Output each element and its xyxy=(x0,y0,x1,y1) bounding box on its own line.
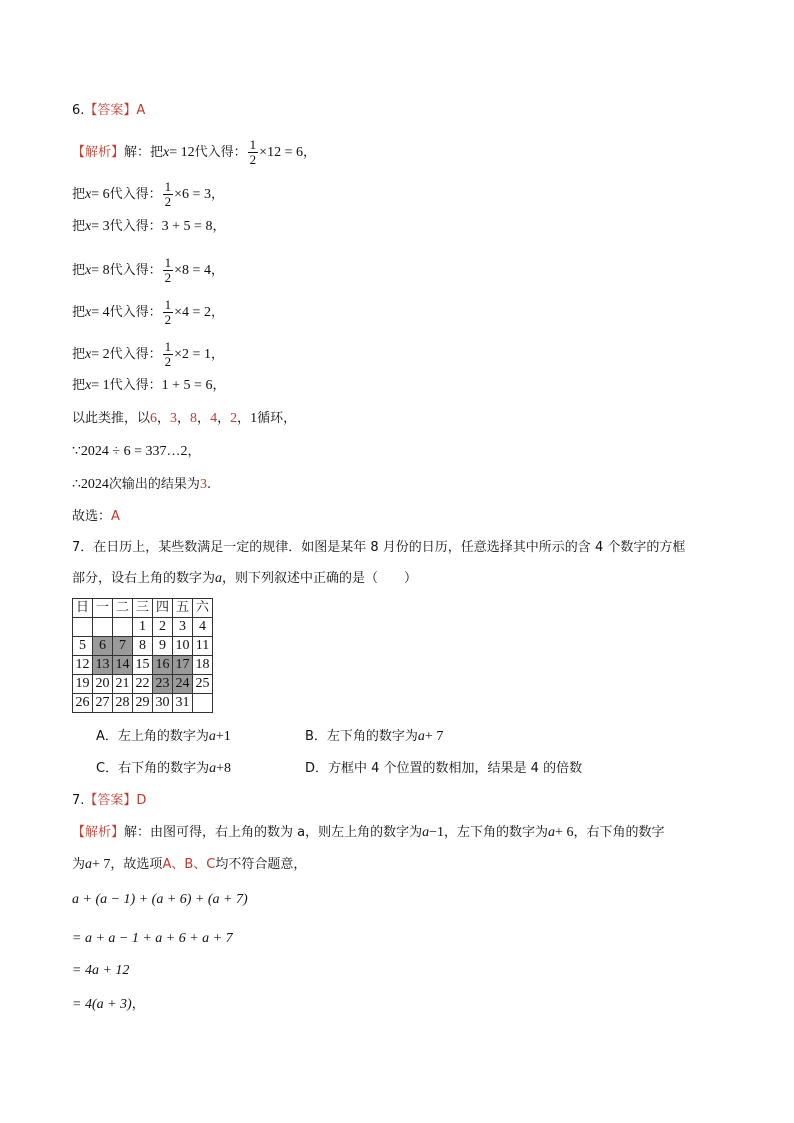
cycle-number: 1 xyxy=(250,411,258,426)
calendar-week-row xyxy=(73,694,213,713)
text: 把 xyxy=(72,347,86,362)
text: 解：由图可得，右上角的数为 a，则左上角的数字为 xyxy=(124,825,423,840)
answer-tag: 【答案】 xyxy=(84,793,137,808)
option-text: C．右下角的数字为 xyxy=(96,761,210,776)
q6-division-line xyxy=(72,443,201,461)
q6-number: 6. xyxy=(72,103,85,118)
calendar-day: 17 xyxy=(173,656,193,675)
calendar-day: 5 xyxy=(73,637,93,656)
text: 代入得： xyxy=(109,305,162,320)
result-value: 3 xyxy=(199,477,207,492)
option-c xyxy=(96,760,231,778)
denominator: 2 xyxy=(164,270,172,285)
fraction-half xyxy=(163,298,174,327)
var-x: x xyxy=(85,378,92,393)
q7-analysis-line-2 xyxy=(72,856,306,874)
text: 为 xyxy=(72,857,86,872)
math: = 6 xyxy=(91,187,110,202)
option-text: B．左下角的数字为 xyxy=(305,729,418,744)
q6-line-2 xyxy=(72,180,224,209)
calendar-day: 4 xyxy=(193,618,213,637)
analysis-tag: 【解析】 xyxy=(72,145,125,160)
text: ， xyxy=(212,219,226,234)
calendar-weekday: 二 xyxy=(113,599,133,618)
answer-value: A xyxy=(136,103,146,118)
var-a: a xyxy=(85,857,93,872)
calendar-day: 2 xyxy=(153,618,173,637)
math: = 12 xyxy=(169,145,195,160)
calendar-day xyxy=(193,694,213,713)
math: +8 xyxy=(216,761,231,776)
text: 把 xyxy=(72,219,86,234)
var-a: a xyxy=(422,825,430,840)
fraction-half xyxy=(248,138,259,167)
calendar-day: 9 xyxy=(153,637,173,656)
math: 2024 xyxy=(80,477,109,492)
q7-answer-line xyxy=(72,792,146,810)
text: 代入得： xyxy=(109,347,162,362)
q6-cycle-line xyxy=(72,410,296,428)
fraction-half xyxy=(163,256,174,285)
q7-step-3 xyxy=(72,996,145,1014)
math: + 6 xyxy=(555,825,574,840)
option-b xyxy=(305,728,443,746)
q6-choose-line xyxy=(72,508,120,526)
text: 把 xyxy=(72,187,86,202)
calendar-day: 8 xyxy=(133,637,153,656)
option-text: A．左上角的数字为 xyxy=(96,729,209,744)
text: 代入得： xyxy=(109,187,162,202)
calendar-day: 12 xyxy=(73,656,93,675)
calendar-week-row xyxy=(73,618,213,637)
calendar-day: 13 xyxy=(93,656,113,675)
calendar-table xyxy=(72,598,213,713)
calendar-day: 28 xyxy=(113,694,133,713)
calendar-day: 24 xyxy=(173,675,193,694)
denominator: 2 xyxy=(164,354,172,369)
calendar-day: 10 xyxy=(173,637,193,656)
q6-line-5 xyxy=(72,298,224,327)
calendar-day: 1 xyxy=(133,618,153,637)
options-reference: A、B、C xyxy=(162,857,216,872)
option-d: D．方框中 4 个位置的数相加，结果是 4 的倍数 xyxy=(305,761,583,776)
var-a: a xyxy=(208,729,216,744)
math: ×4 = 2 xyxy=(174,305,211,320)
q6-result-line xyxy=(72,476,211,494)
q6-line-7 xyxy=(72,377,225,395)
var-x: x xyxy=(85,347,92,362)
math: ×6 = 3 xyxy=(174,187,211,202)
calendar-weekday: 三 xyxy=(133,599,153,618)
math: = 8 xyxy=(91,263,110,278)
fraction-half xyxy=(163,180,174,209)
text: ， xyxy=(157,411,171,426)
calendar-day: 25 xyxy=(193,675,213,694)
text: 故选： xyxy=(72,509,112,524)
calendar-day: 20 xyxy=(93,675,113,694)
analysis-tag: 【解析】 xyxy=(72,825,125,840)
calendar-day: 21 xyxy=(113,675,133,694)
text: ，则下列叙述中正确的是（ ） xyxy=(222,571,418,586)
calendar-day xyxy=(113,618,133,637)
calendar-day: 14 xyxy=(113,656,133,675)
calendar-header-row xyxy=(73,599,213,618)
text: ， xyxy=(210,263,224,278)
calendar-day: 30 xyxy=(153,694,173,713)
text: 次输出的结果为 xyxy=(108,477,200,492)
math: +1 xyxy=(215,729,231,744)
text: ， xyxy=(187,444,201,459)
calendar-day: 3 xyxy=(173,618,193,637)
calendar-weekday: 四 xyxy=(153,599,173,618)
text: ， xyxy=(217,411,231,426)
q7-step-2: = 4a + 12 xyxy=(72,963,130,978)
cycle-number: 3 xyxy=(170,411,178,426)
numerator: 1 xyxy=(164,255,172,270)
numerator: 1 xyxy=(164,339,172,354)
calendar-day: 19 xyxy=(73,675,93,694)
q7-stem-line-1: 7．在日历上，某些数满足一定的规律．如图是某年 8 月份的日历，任意选择其中所示的含 4 个数字的方框 xyxy=(72,540,686,555)
q7-stem-line-2 xyxy=(72,570,417,588)
text: 部分，设右上角的数字为 xyxy=(72,571,216,586)
var-a: a xyxy=(417,729,425,744)
calendar-day: 15 xyxy=(133,656,153,675)
numerator: 1 xyxy=(164,179,172,194)
calendar-weekday: 日 xyxy=(73,599,93,618)
calendar-day: 23 xyxy=(153,675,173,694)
text: ，故选项 xyxy=(110,857,163,872)
math: 2024 ÷ 6 = 337…2 xyxy=(80,444,188,459)
calendar-day: 11 xyxy=(193,637,213,656)
calendar-weekday: 五 xyxy=(173,599,193,618)
q7-analysis-line-1 xyxy=(72,824,664,842)
option-a xyxy=(96,728,231,746)
text: ，左下角的数字为 xyxy=(444,825,549,840)
calendar-day: 18 xyxy=(193,656,213,675)
denominator: 2 xyxy=(164,194,172,209)
text: ， xyxy=(197,411,211,426)
calendar-day xyxy=(73,618,93,637)
calendar-day: 26 xyxy=(73,694,93,713)
cycle-number: 6 xyxy=(150,411,158,426)
text: 代入得： xyxy=(109,219,162,234)
numerator: 1 xyxy=(164,297,172,312)
math: ×12 = 6 xyxy=(259,145,303,160)
var-x: x xyxy=(85,263,92,278)
math: 1 + 5 = 6 xyxy=(161,378,213,393)
text: 以此类推，以 xyxy=(72,411,151,426)
text: ， xyxy=(237,411,251,426)
math: −1 xyxy=(429,825,445,840)
var-a: a xyxy=(209,761,217,776)
calendar-weekday: 六 xyxy=(193,599,213,618)
var-x: x xyxy=(85,187,92,202)
fraction-half xyxy=(163,340,174,369)
text: ， xyxy=(210,347,224,362)
calendar-week-row xyxy=(73,656,213,675)
text: 循环， xyxy=(257,411,297,426)
calendar-week-row xyxy=(73,675,213,694)
calendar-day: 7 xyxy=(113,637,133,656)
text: ， xyxy=(131,997,145,1012)
cycle-number: 8 xyxy=(190,411,198,426)
var-x: x xyxy=(163,145,170,160)
text: 把 xyxy=(72,378,86,393)
var-x: x xyxy=(85,219,92,234)
q6-line-4 xyxy=(72,256,224,285)
math: = 1 xyxy=(91,378,110,393)
cycle-number: 2 xyxy=(230,411,238,426)
calendar-day: 16 xyxy=(153,656,173,675)
text: 代入得： xyxy=(109,378,162,393)
calendar-weekday: 一 xyxy=(93,599,113,618)
calendar-body xyxy=(73,599,213,713)
calendar-week-row xyxy=(73,637,213,656)
math: ×2 = 1 xyxy=(174,347,211,362)
calendar-day: 31 xyxy=(173,694,193,713)
denominator: 2 xyxy=(164,312,172,327)
text: 代入得： xyxy=(194,145,247,160)
numerator: 1 xyxy=(249,137,257,152)
answer-tag: 【答案】 xyxy=(84,103,137,118)
calendar-day: 6 xyxy=(93,637,113,656)
text: ， xyxy=(210,305,224,320)
text: . xyxy=(206,477,212,492)
cycle-number: 4 xyxy=(210,411,218,426)
q7-sum-expression: a + (a − 1) + (a + 6) + (a + 7) xyxy=(72,892,248,907)
math: 3 + 5 = 8 xyxy=(161,219,213,234)
text: 把 xyxy=(72,263,86,278)
text: 均不符合题意， xyxy=(215,857,307,872)
text: ， xyxy=(302,145,316,160)
q6-line-3 xyxy=(72,218,225,236)
var-a: a xyxy=(215,571,223,586)
q6-analysis-line-1 xyxy=(72,138,316,167)
answer-value: D xyxy=(136,793,147,808)
q6-answer-line xyxy=(72,102,145,120)
text: 代入得： xyxy=(109,263,162,278)
q6-line-6 xyxy=(72,340,224,369)
calendar-day xyxy=(93,618,113,637)
choose-value: A xyxy=(111,509,120,524)
text: ， xyxy=(177,411,191,426)
therefore-symbol: ∴ xyxy=(72,477,81,492)
calendar-day: 27 xyxy=(93,694,113,713)
math: ×8 = 4 xyxy=(174,263,211,278)
text: ，右下角的数字 xyxy=(573,825,665,840)
math: = 4 xyxy=(91,305,110,320)
var-x: x xyxy=(85,305,92,320)
text: 把 xyxy=(72,305,86,320)
calendar-day: 29 xyxy=(133,694,153,713)
math: = 3 xyxy=(91,219,110,234)
calendar-day: 22 xyxy=(133,675,153,694)
q7-step-1: = a + a − 1 + a + 6 + a + 7 xyxy=(72,931,233,946)
math: = 4(a + 3) xyxy=(72,997,132,1012)
var-a: a xyxy=(548,825,556,840)
text: 解：把 xyxy=(124,145,164,160)
q7-number: 7. xyxy=(72,793,85,808)
text: ， xyxy=(212,378,226,393)
math: + 7 xyxy=(92,857,111,872)
math: = 2 xyxy=(91,347,110,362)
because-symbol: ∵ xyxy=(72,444,81,459)
denominator: 2 xyxy=(249,152,257,167)
text: ， xyxy=(210,187,224,202)
math: + 7 xyxy=(424,729,444,744)
